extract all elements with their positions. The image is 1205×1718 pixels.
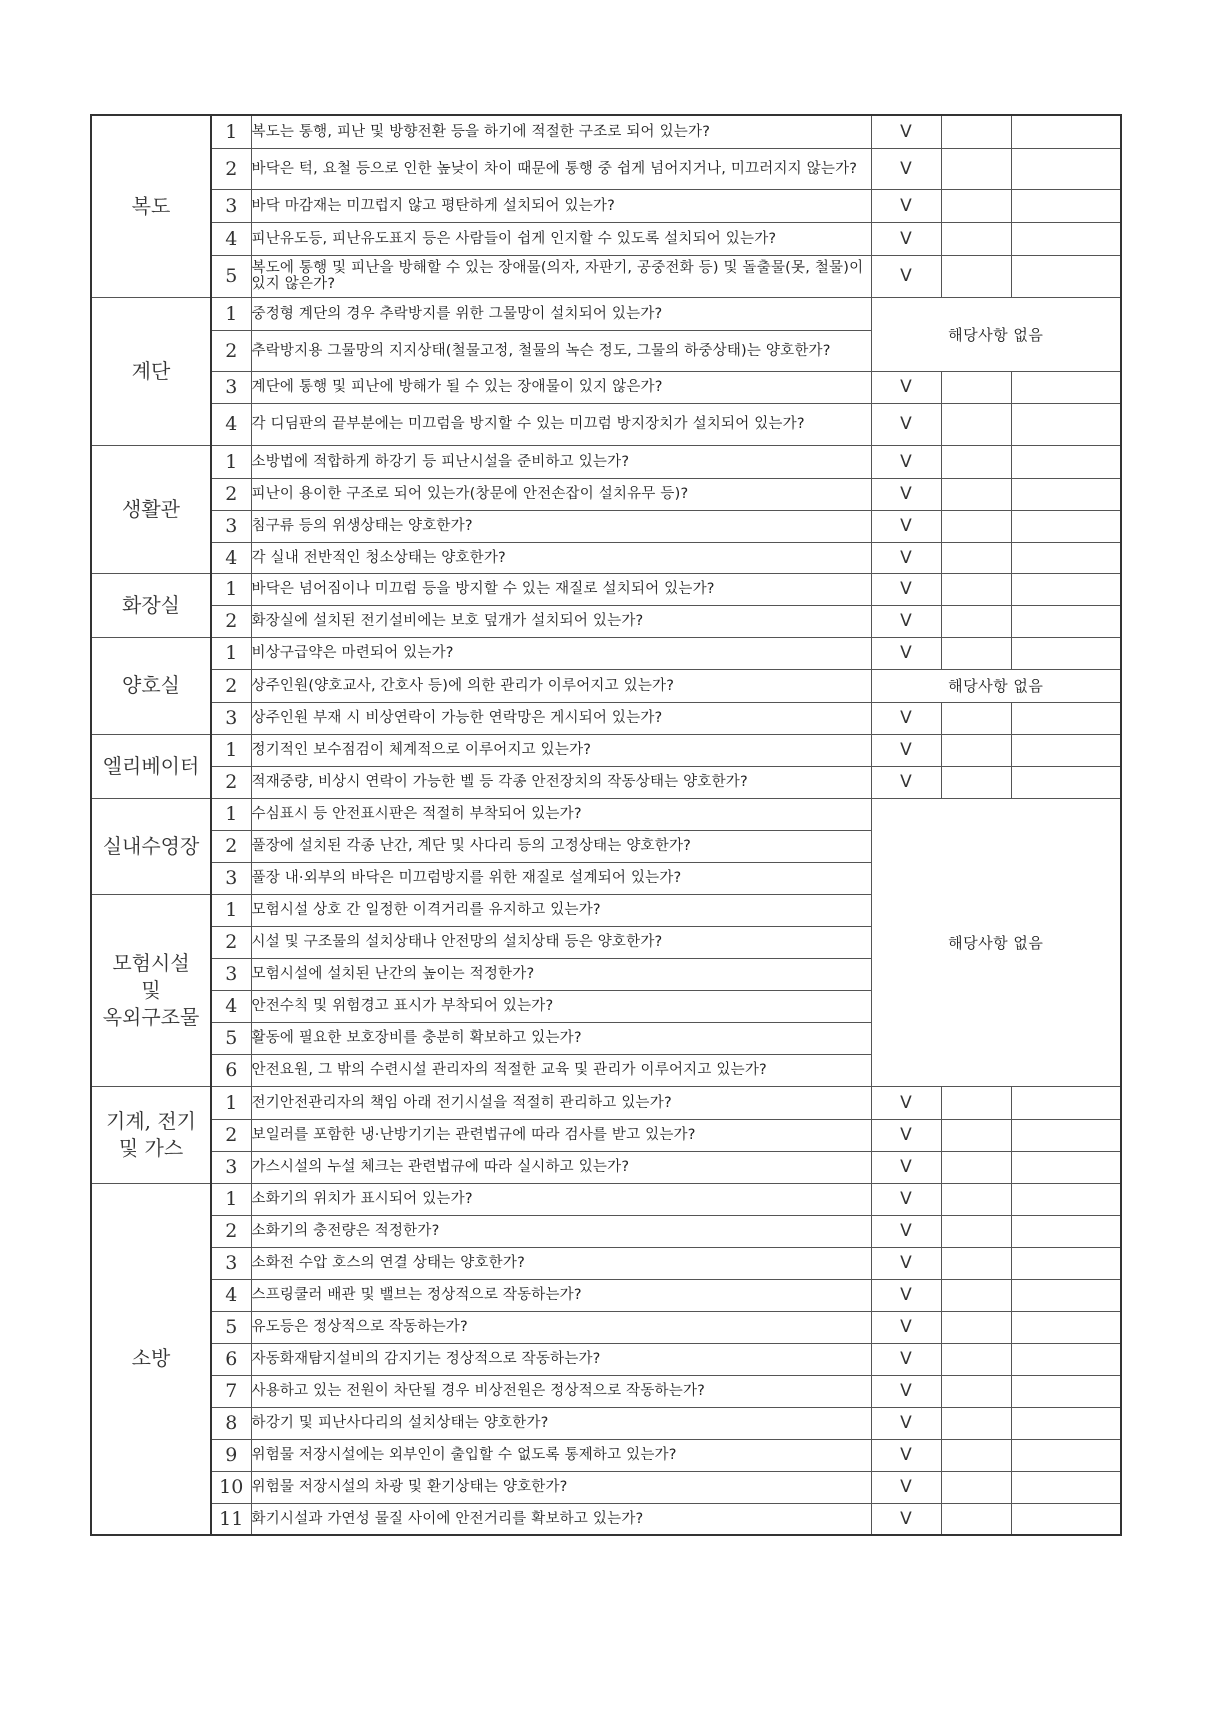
partial-cell[interactable]	[941, 702, 1011, 734]
item-number: 3	[211, 189, 251, 222]
checklist-question: 각 실내 전반적인 청소상태는 양호한가?	[251, 542, 871, 573]
check-mark-cell[interactable]: V	[871, 637, 941, 669]
partial-cell[interactable]	[941, 1247, 1011, 1279]
table-row	[91, 702, 1121, 734]
item-number: 8	[211, 1407, 251, 1439]
item-number: 4	[211, 990, 251, 1022]
checklist-question: 상주인원(양호교사, 간호사 등)에 의한 관리가 이루어지고 있는가?	[251, 669, 871, 702]
category-label: 엘리베이터	[91, 734, 211, 798]
partial-cell[interactable]	[941, 1215, 1011, 1247]
partial-cell[interactable]	[941, 734, 1011, 766]
check-mark-cell[interactable]: V	[871, 1086, 941, 1119]
check-mark-cell[interactable]: V	[871, 1407, 941, 1439]
checklist-question: 추락방지용 그물망의 지지상태(철물고정, 철물의 녹슨 정도, 그물의 하중상태)는 양호한가?	[251, 330, 871, 371]
table-row	[91, 1439, 1121, 1471]
item-number: 9	[211, 1439, 251, 1471]
partial-cell[interactable]	[941, 1407, 1011, 1439]
fail-cell[interactable]	[1011, 1439, 1121, 1471]
fail-cell[interactable]	[1011, 371, 1121, 403]
safety-checklist-table	[90, 114, 1122, 1536]
item-number: 6	[211, 1343, 251, 1375]
category-label: 양호실	[91, 637, 211, 734]
item-number: 4	[211, 542, 251, 573]
category-label: 기계, 전기 및 가스	[91, 1086, 211, 1183]
checklist-question: 바닥 마감재는 미끄럽지 않고 평탄하게 설치되어 있는가?	[251, 189, 871, 222]
partial-cell[interactable]	[941, 1375, 1011, 1407]
check-mark-cell[interactable]: V	[871, 255, 941, 297]
fail-cell[interactable]	[1011, 605, 1121, 637]
table-row	[91, 1183, 1121, 1215]
partial-cell[interactable]	[941, 445, 1011, 478]
partial-cell[interactable]	[941, 1183, 1011, 1215]
checklist-question: 소화전 수압 호스의 연결 상태는 양호한가?	[251, 1247, 871, 1279]
table-row	[91, 542, 1121, 573]
fail-cell[interactable]	[1011, 702, 1121, 734]
table-row	[91, 1311, 1121, 1343]
partial-cell[interactable]	[941, 1471, 1011, 1503]
partial-cell[interactable]	[941, 115, 1011, 148]
check-mark-cell[interactable]: V	[871, 1375, 941, 1407]
check-mark-cell[interactable]: V	[871, 1279, 941, 1311]
check-mark-cell[interactable]: V	[871, 1247, 941, 1279]
item-number: 2	[211, 830, 251, 862]
partial-cell[interactable]	[941, 1439, 1011, 1471]
fail-cell[interactable]	[1011, 222, 1121, 255]
fail-cell[interactable]	[1011, 1343, 1121, 1375]
fail-cell[interactable]	[1011, 189, 1121, 222]
fail-cell[interactable]	[1011, 1247, 1121, 1279]
fail-cell[interactable]	[1011, 1311, 1121, 1343]
fail-cell[interactable]	[1011, 1375, 1121, 1407]
check-mark-cell[interactable]: V	[871, 189, 941, 222]
checklist-question: 피난유도등, 피난유도표지 등은 사람들이 쉽게 인지할 수 있도록 설치되어 있는가?	[251, 222, 871, 255]
checklist-question: 적재중량, 비상시 연락이 가능한 벨 등 각종 안전장치의 작동상태는 양호한가?	[251, 766, 871, 798]
partial-cell[interactable]	[941, 637, 1011, 669]
partial-cell[interactable]	[941, 1151, 1011, 1183]
check-mark-cell[interactable]: V	[871, 115, 941, 148]
checklist-question: 바닥은 턱, 요철 등으로 인한 높낮이 차이 때문에 통행 중 쉽게 넘어지거나, 미끄러지지 않는가?	[251, 148, 871, 189]
item-number: 1	[211, 445, 251, 478]
item-number: 1	[211, 297, 251, 330]
table-row	[91, 1119, 1121, 1151]
partial-cell[interactable]	[941, 189, 1011, 222]
fail-cell[interactable]	[1011, 1119, 1121, 1151]
fail-cell[interactable]	[1011, 734, 1121, 766]
check-mark-cell[interactable]: V	[871, 734, 941, 766]
checklist-question: 정기적인 보수점검이 체계적으로 이루어지고 있는가?	[251, 734, 871, 766]
table-row	[91, 734, 1121, 766]
fail-cell[interactable]	[1011, 1407, 1121, 1439]
item-number: 3	[211, 1247, 251, 1279]
partial-cell[interactable]	[941, 478, 1011, 510]
category-label: 실내수영장	[91, 798, 211, 894]
item-number: 3	[211, 958, 251, 990]
check-mark-cell[interactable]: V	[871, 371, 941, 403]
table-row	[91, 637, 1121, 669]
partial-cell[interactable]	[941, 605, 1011, 637]
item-number: 1	[211, 637, 251, 669]
table-row	[91, 1343, 1121, 1375]
fail-cell[interactable]	[1011, 445, 1121, 478]
check-mark-cell[interactable]: V	[871, 1151, 941, 1183]
item-number: 2	[211, 766, 251, 798]
item-number: 10	[211, 1471, 251, 1503]
table-row	[91, 1151, 1121, 1183]
check-mark-cell[interactable]: V	[871, 1215, 941, 1247]
check-mark-cell[interactable]: V	[871, 542, 941, 573]
table-row	[91, 255, 1121, 297]
item-number: 2	[211, 669, 251, 702]
item-number: 1	[211, 115, 251, 148]
table-row	[91, 189, 1121, 222]
check-mark-cell[interactable]: V	[871, 222, 941, 255]
fail-cell[interactable]	[1011, 637, 1121, 669]
item-number: 4	[211, 222, 251, 255]
checklist-question: 유도등은 정상적으로 작동하는가?	[251, 1311, 871, 1343]
check-mark-cell[interactable]: V	[871, 766, 941, 798]
checklist-question: 모험시설에 설치된 난간의 높이는 적정한가?	[251, 958, 871, 990]
item-number: 3	[211, 702, 251, 734]
category-label: 모험시설 및 옥외구조물	[91, 894, 211, 1086]
partial-cell[interactable]	[941, 542, 1011, 573]
table-row	[91, 573, 1121, 605]
checklist-question: 복도에 통행 및 피난을 방해할 수 있는 장애물(의자, 자판기, 공중전화 등) 및 돌출물(못, 철물)이 있지 않은가?	[251, 255, 871, 297]
table-row	[91, 297, 1121, 330]
item-number: 3	[211, 510, 251, 542]
check-mark-cell[interactable]: V	[871, 478, 941, 510]
checklist-question: 화장실에 설치된 전기설비에는 보호 덮개가 설치되어 있는가?	[251, 605, 871, 637]
item-number: 2	[211, 1215, 251, 1247]
checklist-question: 위험물 저장시설의 차광 및 환기상태는 양호한가?	[251, 1471, 871, 1503]
item-number: 2	[211, 148, 251, 189]
table-row	[91, 222, 1121, 255]
fail-cell[interactable]	[1011, 1151, 1121, 1183]
item-number: 2	[211, 330, 251, 371]
item-number: 2	[211, 926, 251, 958]
checklist-question: 안전수칙 및 위험경고 표시가 부착되어 있는가?	[251, 990, 871, 1022]
category-label: 생활관	[91, 445, 211, 573]
item-number: 1	[211, 1086, 251, 1119]
table-row	[91, 148, 1121, 189]
checklist-question: 소화기의 위치가 표시되어 있는가?	[251, 1183, 871, 1215]
table-row	[91, 1503, 1121, 1535]
partial-cell[interactable]	[941, 222, 1011, 255]
fail-cell[interactable]	[1011, 1503, 1121, 1535]
partial-cell[interactable]	[941, 371, 1011, 403]
table-row	[91, 605, 1121, 637]
partial-cell[interactable]	[941, 403, 1011, 445]
table-row	[91, 798, 1121, 830]
table-row	[91, 478, 1121, 510]
checklist-question: 각 디딤판의 끝부분에는 미끄럼을 방지할 수 있는 미끄럼 방지장치가 설치되어 있는가?	[251, 403, 871, 445]
checklist-question: 복도는 통행, 피난 및 방향전환 등을 하기에 적절한 구조로 되어 있는가?	[251, 115, 871, 148]
checklist-question: 모험시설 상호 간 일정한 이격거리를 유지하고 있는가?	[251, 894, 871, 926]
table-row	[91, 1247, 1121, 1279]
partial-cell[interactable]	[941, 1311, 1011, 1343]
item-number: 6	[211, 1054, 251, 1086]
table-row	[91, 669, 1121, 702]
partial-cell[interactable]	[941, 1503, 1011, 1535]
table-row	[91, 371, 1121, 403]
partial-cell[interactable]	[941, 1119, 1011, 1151]
checklist-question: 비상구급약은 마련되어 있는가?	[251, 637, 871, 669]
check-mark-cell[interactable]: V	[871, 1439, 941, 1471]
item-number: 1	[211, 734, 251, 766]
checklist-question: 전기안전관리자의 책임 아래 전기시설을 적절히 관리하고 있는가?	[251, 1086, 871, 1119]
fail-cell[interactable]	[1011, 478, 1121, 510]
not-applicable-cell: 해당사항 없음	[871, 669, 1121, 702]
check-mark-cell[interactable]: V	[871, 573, 941, 605]
checklist-question: 위험물 저장시설에는 외부인이 출입할 수 없도록 통제하고 있는가?	[251, 1439, 871, 1471]
check-mark-cell[interactable]: V	[871, 403, 941, 445]
check-mark-cell[interactable]: V	[871, 1311, 941, 1343]
check-mark-cell[interactable]: V	[871, 1183, 941, 1215]
fail-cell[interactable]	[1011, 255, 1121, 297]
table-row	[91, 1471, 1121, 1503]
check-mark-cell[interactable]: V	[871, 1503, 941, 1535]
item-number: 2	[211, 605, 251, 637]
item-number: 5	[211, 1311, 251, 1343]
table-row	[91, 403, 1121, 445]
checklist-question: 보일러를 포함한 냉·난방기기는 관련법규에 따라 검사를 받고 있는가?	[251, 1119, 871, 1151]
fail-cell[interactable]	[1011, 1086, 1121, 1119]
checklist-question: 시설 및 구조물의 설치상태나 안전망의 설치상태 등은 양호한가?	[251, 926, 871, 958]
checklist-question: 침구류 등의 위생상태는 양호한가?	[251, 510, 871, 542]
not-applicable-cell: 해당사항 없음	[871, 798, 1121, 1086]
fail-cell[interactable]	[1011, 542, 1121, 573]
checklist-question: 가스시설의 누설 체크는 관련법규에 따라 실시하고 있는가?	[251, 1151, 871, 1183]
check-mark-cell[interactable]: V	[871, 1119, 941, 1151]
fail-cell[interactable]	[1011, 1279, 1121, 1311]
check-mark-cell[interactable]: V	[871, 148, 941, 189]
table-row	[91, 510, 1121, 542]
item-number: 11	[211, 1503, 251, 1535]
table-row	[91, 1215, 1121, 1247]
fail-cell[interactable]	[1011, 766, 1121, 798]
item-number: 3	[211, 371, 251, 403]
checklist-question: 풀장에 설치된 각종 난간, 계단 및 사다리 등의 고정상태는 양호한가?	[251, 830, 871, 862]
item-number: 2	[211, 1119, 251, 1151]
checklist-question: 사용하고 있는 전원이 차단될 경우 비상전원은 정상적으로 작동하는가?	[251, 1375, 871, 1407]
table-row	[91, 1279, 1121, 1311]
checklist-question: 활동에 필요한 보호장비를 충분히 확보하고 있는가?	[251, 1022, 871, 1054]
checklist-question: 소화기의 충전량은 적정한가?	[251, 1215, 871, 1247]
item-number: 3	[211, 862, 251, 894]
partial-cell[interactable]	[941, 510, 1011, 542]
checklist-question: 계단에 통행 및 피난에 방해가 될 수 있는 장애물이 있지 않은가?	[251, 371, 871, 403]
partial-cell[interactable]	[941, 766, 1011, 798]
checklist-question: 풀장 내·외부의 바닥은 미끄럼방지를 위한 재질로 설계되어 있는가?	[251, 862, 871, 894]
table-row	[91, 1407, 1121, 1439]
check-mark-cell[interactable]: V	[871, 605, 941, 637]
fail-cell[interactable]	[1011, 148, 1121, 189]
item-number: 4	[211, 1279, 251, 1311]
checklist-question: 중정형 계단의 경우 추락방지를 위한 그물망이 설치되어 있는가?	[251, 297, 871, 330]
fail-cell[interactable]	[1011, 1215, 1121, 1247]
partial-cell[interactable]	[941, 573, 1011, 605]
item-number: 2	[211, 478, 251, 510]
checklist-question: 바닥은 넘어짐이나 미끄럼 등을 방지할 수 있는 재질로 설치되어 있는가?	[251, 573, 871, 605]
fail-cell[interactable]	[1011, 573, 1121, 605]
partial-cell[interactable]	[941, 255, 1011, 297]
checklist-question: 안전요원, 그 밖의 수련시설 관리자의 적절한 교육 및 관리가 이루어지고 있는가?	[251, 1054, 871, 1086]
table-row	[91, 445, 1121, 478]
category-label: 복도	[91, 115, 211, 297]
item-number: 5	[211, 255, 251, 297]
checklist-question: 화기시설과 가연성 물질 사이에 안전거리를 확보하고 있는가?	[251, 1503, 871, 1535]
partial-cell[interactable]	[941, 1279, 1011, 1311]
fail-cell[interactable]	[1011, 115, 1121, 148]
item-number: 7	[211, 1375, 251, 1407]
check-mark-cell[interactable]: V	[871, 510, 941, 542]
item-number: 4	[211, 403, 251, 445]
checklist-question: 피난이 용이한 구조로 되어 있는가(창문에 안전손잡이 설치유무 등)?	[251, 478, 871, 510]
table-row	[91, 115, 1121, 148]
checklist-question: 소방법에 적합하게 하강기 등 피난시설을 준비하고 있는가?	[251, 445, 871, 478]
partial-cell[interactable]	[941, 1086, 1011, 1119]
checklist-question: 하강기 및 피난사다리의 설치상태는 양호한가?	[251, 1407, 871, 1439]
fail-cell[interactable]	[1011, 510, 1121, 542]
check-mark-cell[interactable]: V	[871, 445, 941, 478]
checklist-question: 자동화재탐지설비의 감지기는 정상적으로 작동하는가?	[251, 1343, 871, 1375]
item-number: 1	[211, 894, 251, 926]
checklist-question: 수심표시 등 안전표시판은 적절히 부착되어 있는가?	[251, 798, 871, 830]
check-mark-cell[interactable]: V	[871, 1343, 941, 1375]
fail-cell[interactable]	[1011, 1471, 1121, 1503]
table-row	[91, 1086, 1121, 1119]
partial-cell[interactable]	[941, 148, 1011, 189]
checklist-question: 스프링쿨러 배관 및 밸브는 정상적으로 작동하는가?	[251, 1279, 871, 1311]
item-number: 1	[211, 798, 251, 830]
fail-cell[interactable]	[1011, 403, 1121, 445]
table-row	[91, 1375, 1121, 1407]
fail-cell[interactable]	[1011, 1183, 1121, 1215]
category-label: 소방	[91, 1183, 211, 1535]
item-number: 3	[211, 1151, 251, 1183]
partial-cell[interactable]	[941, 1343, 1011, 1375]
check-mark-cell[interactable]: V	[871, 1471, 941, 1503]
checklist-question: 상주인원 부재 시 비상연락이 가능한 연락망은 게시되어 있는가?	[251, 702, 871, 734]
category-label: 계단	[91, 297, 211, 445]
category-label: 화장실	[91, 573, 211, 637]
table-row	[91, 766, 1121, 798]
item-number: 5	[211, 1022, 251, 1054]
not-applicable-cell: 해당사항 없음	[871, 297, 1121, 371]
item-number: 1	[211, 573, 251, 605]
check-mark-cell[interactable]: V	[871, 702, 941, 734]
item-number: 1	[211, 1183, 251, 1215]
